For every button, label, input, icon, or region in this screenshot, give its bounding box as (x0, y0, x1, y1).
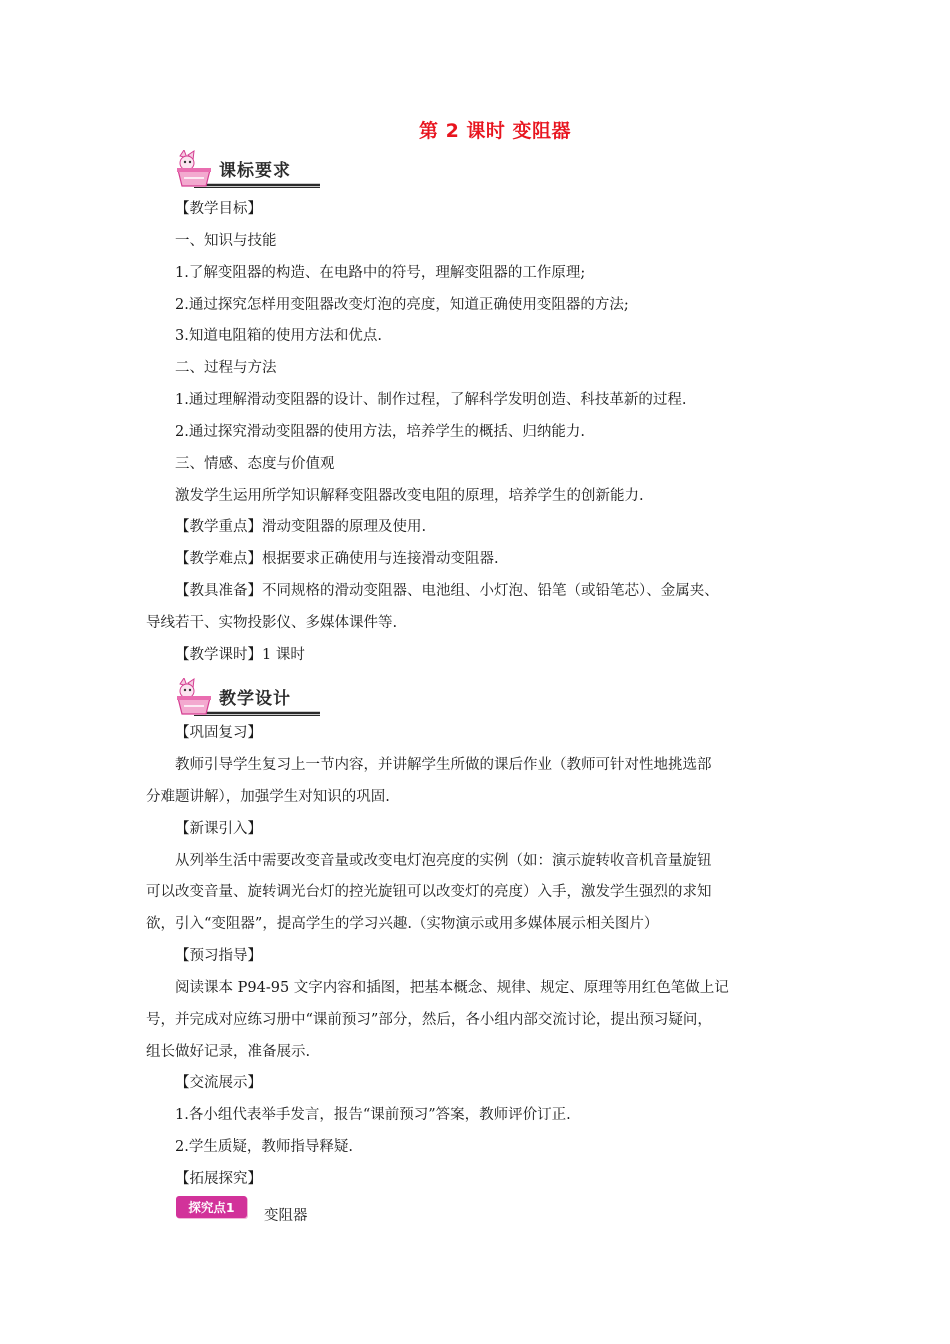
text-line: 【拓展探究】 (175, 1171, 262, 1187)
text-line: 【教学难点】根据要求正确使用与连接滑动变阻器. (175, 551, 499, 567)
text-line: 3.知道电阻箱的使用方法和优点. (175, 328, 382, 344)
text-line: 【教学重点】滑动变阻器的原理及使用. (175, 519, 427, 535)
text-line: 2.学生质疑，教师指导释疑. (175, 1139, 353, 1155)
text-line: 从列举生活中需要改变音量或改变电灯泡亮度的实例（如：演示旋转收音机音量旋钮 (175, 853, 712, 869)
text-line: 二、过程与方法 (175, 360, 277, 376)
page-title: 第 2 课时 变阻器 (418, 120, 572, 142)
text-line: 2.通过探究滑动变阻器的使用方法，培养学生的概括、归纳能力. (175, 424, 585, 440)
text-line: 【教学课时】1 课时 (175, 647, 305, 663)
text-line: 三、情感、态度与价值观 (175, 456, 335, 472)
text-line: 欲，引入“变阻器”，提高学生的学习兴趣.（实物演示或用多媒体展示相关图片） (146, 916, 659, 932)
text-line: 1.通过理解滑动变阻器的设计、制作过程，了解科学发明创造、科技革新的过程. (175, 392, 687, 408)
explore-point-title: 变阻器 (264, 1208, 308, 1224)
text-line: 1.各小组代表举手发言，报告“课前预习”答案，教师评价订正. (175, 1107, 571, 1123)
text-line: 号，并完成对应练习册中“课前预习”部分，然后，各小组内部交流讨论，提出预习疑问， (146, 1012, 712, 1028)
text-line: 【新课引入】 (175, 821, 262, 837)
text-line: 一、知识与技能 (175, 233, 277, 249)
text-line: 分难题讲解），加强学生对知识的巩固. (146, 789, 390, 805)
section-banner-requirements (172, 150, 322, 190)
text-line: 可以改变音量、旋转调光台灯的控光旋钮可以改变灯的亮度）入手，激发学生强烈的求知 (146, 884, 712, 900)
text-line: 激发学生运用所学知识解释变阻器改变电阻的原理，培养学生的创新能力. (175, 488, 644, 504)
text-line: 导线若干、实物投影仪、多媒体课件等. (146, 615, 398, 631)
text-line: 2.通过探究怎样用变阻器改变灯泡的亮度，知道正确使用变阻器的方法; (175, 297, 629, 313)
explore-point-label: 探究点1 (188, 1200, 235, 1215)
text-line: 组长做好记录，准备展示. (146, 1044, 311, 1060)
banner-title: 课标要求 (219, 161, 291, 181)
explore-point-tag (176, 1196, 247, 1218)
text-line: 【巩固复习】 (175, 725, 262, 741)
text-line: 【预习指导】 (175, 948, 262, 964)
section-banner-design (172, 678, 322, 718)
text-line: 1.了解变阻器的构造、在电路中的符号，理解变阻器的工作原理; (175, 265, 586, 281)
text-line: 【交流展示】 (175, 1075, 262, 1091)
text-line: 教师引导学生复习上一节内容，并讲解学生所做的课后作业（教师可针对性地挑选部 (175, 757, 712, 773)
banner-title: 教学设计 (219, 689, 291, 709)
text-line: 【教学目标】 (175, 201, 262, 217)
text-line: 阅读课本 P94-95 文字内容和插图，把基本概念、规律、规定、原理等用红色笔做上记 (175, 980, 729, 996)
text-line: 【教具准备】不同规格的滑动变阻器、电池组、小灯泡、铅笔（或铅笔芯）、金属夹、 (175, 583, 719, 599)
